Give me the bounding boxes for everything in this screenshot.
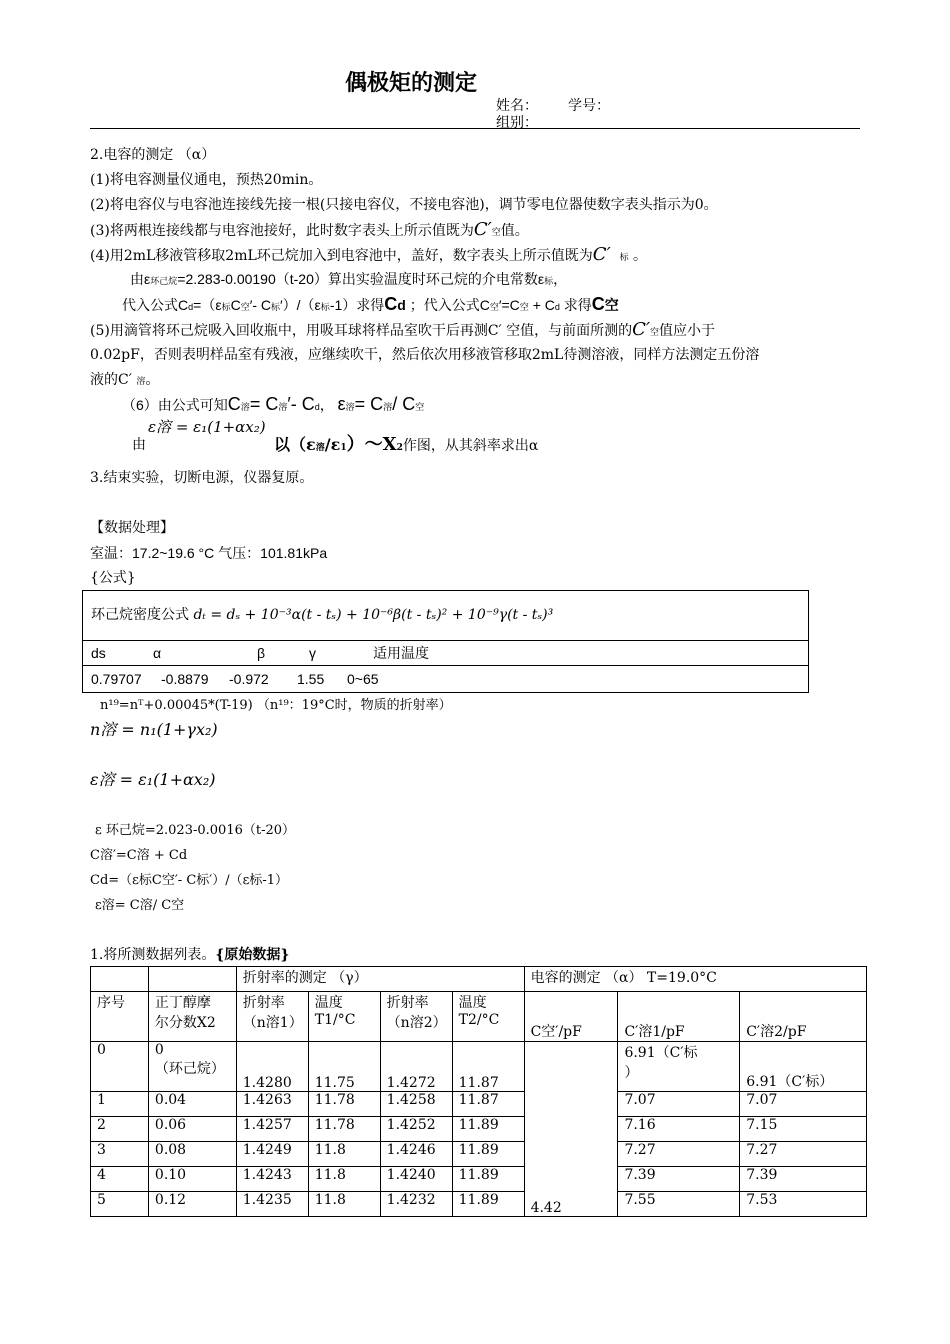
col-header-c1: C′溶1/pF [618,992,740,1042]
procedure-heading: 2.电容的测定 （α） [90,147,216,163]
table-group-header-row [91,967,867,992]
e-sol-formula: ε溶 = ε₁(1+αx₂) [90,770,216,789]
n19-formula: n¹⁹=nᵀ+0.00045*(T-19) （n¹⁹：19°C时，物质的折射率） [100,698,452,713]
density-formula: dₜ = dₛ + 10⁻³α(t - tₛ) + 10⁻⁶β(t - tₛ)² + 10⁻⁹γ(t - tₛ)³ [193,607,554,623]
density-label: 环己烷密度公式 [91,607,189,623]
col-header-n2: 折射率 （n溶2） [380,992,452,1042]
cd-formula: Cd=（ε标C空′- C标′）/（ε标-1） [90,873,288,888]
step-5-a: (5)用滴管将环己烷吸入回收瓶中，用吸耳球将样品室吹干后再测C′ 空值，与前面所测的C′空值应小于 [90,319,716,340]
capacitance-group-header: 电容的测定 （α） T=19.0°C [524,967,866,992]
step-3: (3)将两根连接线都与电容池接好，此时数字表头上所示值既为C′空值。 [90,219,529,240]
col-header-n1: 折射率 （n溶1） [236,992,308,1042]
table-caption: 1.将所测数据列表。{原始数据} [90,947,290,963]
c-empty-value: 4.42 [524,1042,618,1217]
step-6-a: （6）由公式可知C溶= C溶′- Cd， ε溶= C溶/ C空 [122,394,425,414]
step-2: (2)将电容仪与电容池连接线先接一根(只接电容仪，不接电容池)，调节零电位器使数字表头指示为0。 [90,197,718,213]
page-title: 偶极矩的测定 [345,71,478,96]
param-value-row: 0.79707 -0.8879 -0.972 1.55 0~65 [91,671,379,687]
c-sol-formula: C溶′=C溶 + Cd [90,848,188,863]
col-header-no: 序号 [91,992,149,1042]
table-row: 5 0.12 1.4235 11.8 1.4232 11.89 7.55 7.53 [91,1192,867,1217]
n-sol-formula: n溶 = n₁(1+γx₂) [90,720,218,739]
step-4: (4)用2mL移液管移取2mL环己烷加入到电容池中，盖好，数字表头上所示值既为C′ 标 。 [90,244,648,265]
eps-cyclohexane: ε 环己烷=2.023-0.0016（t-20） [95,823,296,838]
table-row: 4 0.10 1.4243 11.8 1.4240 11.89 7.39 7.39 [91,1167,867,1192]
table-row: 1 0.04 1.4263 11.78 1.4258 11.87 7.07 7.07 [91,1092,867,1117]
table-column-header-row [91,992,867,1042]
col-header-c-empty: C空′/pF [524,992,618,1042]
e-sol-ratio: ε溶= C溶/ C空 [95,898,185,913]
raw-data-table [90,966,867,1217]
step-6-b: 以（ε溶/ε1）～X2作图，从其斜率求出α [274,434,539,455]
name-label: 姓名： [496,98,538,114]
col-header-x2: 正丁醇摩 尔分数X2 [148,992,236,1042]
step-5-b: 0.02pF，否则表明样品室有残液，应继续吹干，然后依次用移液管移取2mL待测溶液，同样方法测定五份溶 [90,347,760,363]
step-5-c: 液的C′ 溶。 [90,372,160,388]
col-header-c2: C′溶2/pF [740,992,867,1042]
step-6-b-formula: ε溶 = ε₁(1+αx₂) [148,418,266,436]
step-6-b-pre: 由 [132,437,146,453]
step-3-end: 3.结束实验，切断电源，仪器复原。 [90,470,314,486]
group-label: 组别： [496,115,538,131]
formula-heading: {公式} [90,570,136,586]
data-processing-heading: 【数据处理】 [90,520,174,536]
header-divider [90,128,860,129]
col-header-t2: 温度 T2/°C [452,992,524,1042]
table-row: 2 0.06 1.4257 11.78 1.4252 11.89 7.16 7.15 [91,1117,867,1142]
col-header-t1: 温度 T1/°C [308,992,380,1042]
step-4-cd: 代入公式Cd=（ε标C空′- C标′）/（ε标-1）求得Cd ；代入公式C空′=C空 + Cd 求得C空 [122,294,619,314]
step-1: (1)将电容测量仪通电，预热20min。 [90,172,323,188]
table-row: 0 0 （环己烷） 1.4280 11.75 1.4272 11.87 4.42 6.91（C′标 ） 6.91（C′标） [91,1042,867,1092]
id-label: 学号： [568,98,610,114]
step-4-eps: 由ε环己烷=2.283-0.00190（t-20）算出实验温度时环己烷的介电常数ε标， [130,271,568,287]
conditions: 室温：17.2~19.6 °C 气压：101.81kPa [90,545,328,561]
table-row: 3 0.08 1.4249 11.8 1.4246 11.89 7.27 7.27 [91,1142,867,1167]
density-formula-row [83,591,808,641]
param-header-row: ds α β γ 适用温度 [83,641,808,666]
refraction-group-header: 折射率的测定 （γ） [236,967,524,992]
density-formula-box [82,590,809,693]
